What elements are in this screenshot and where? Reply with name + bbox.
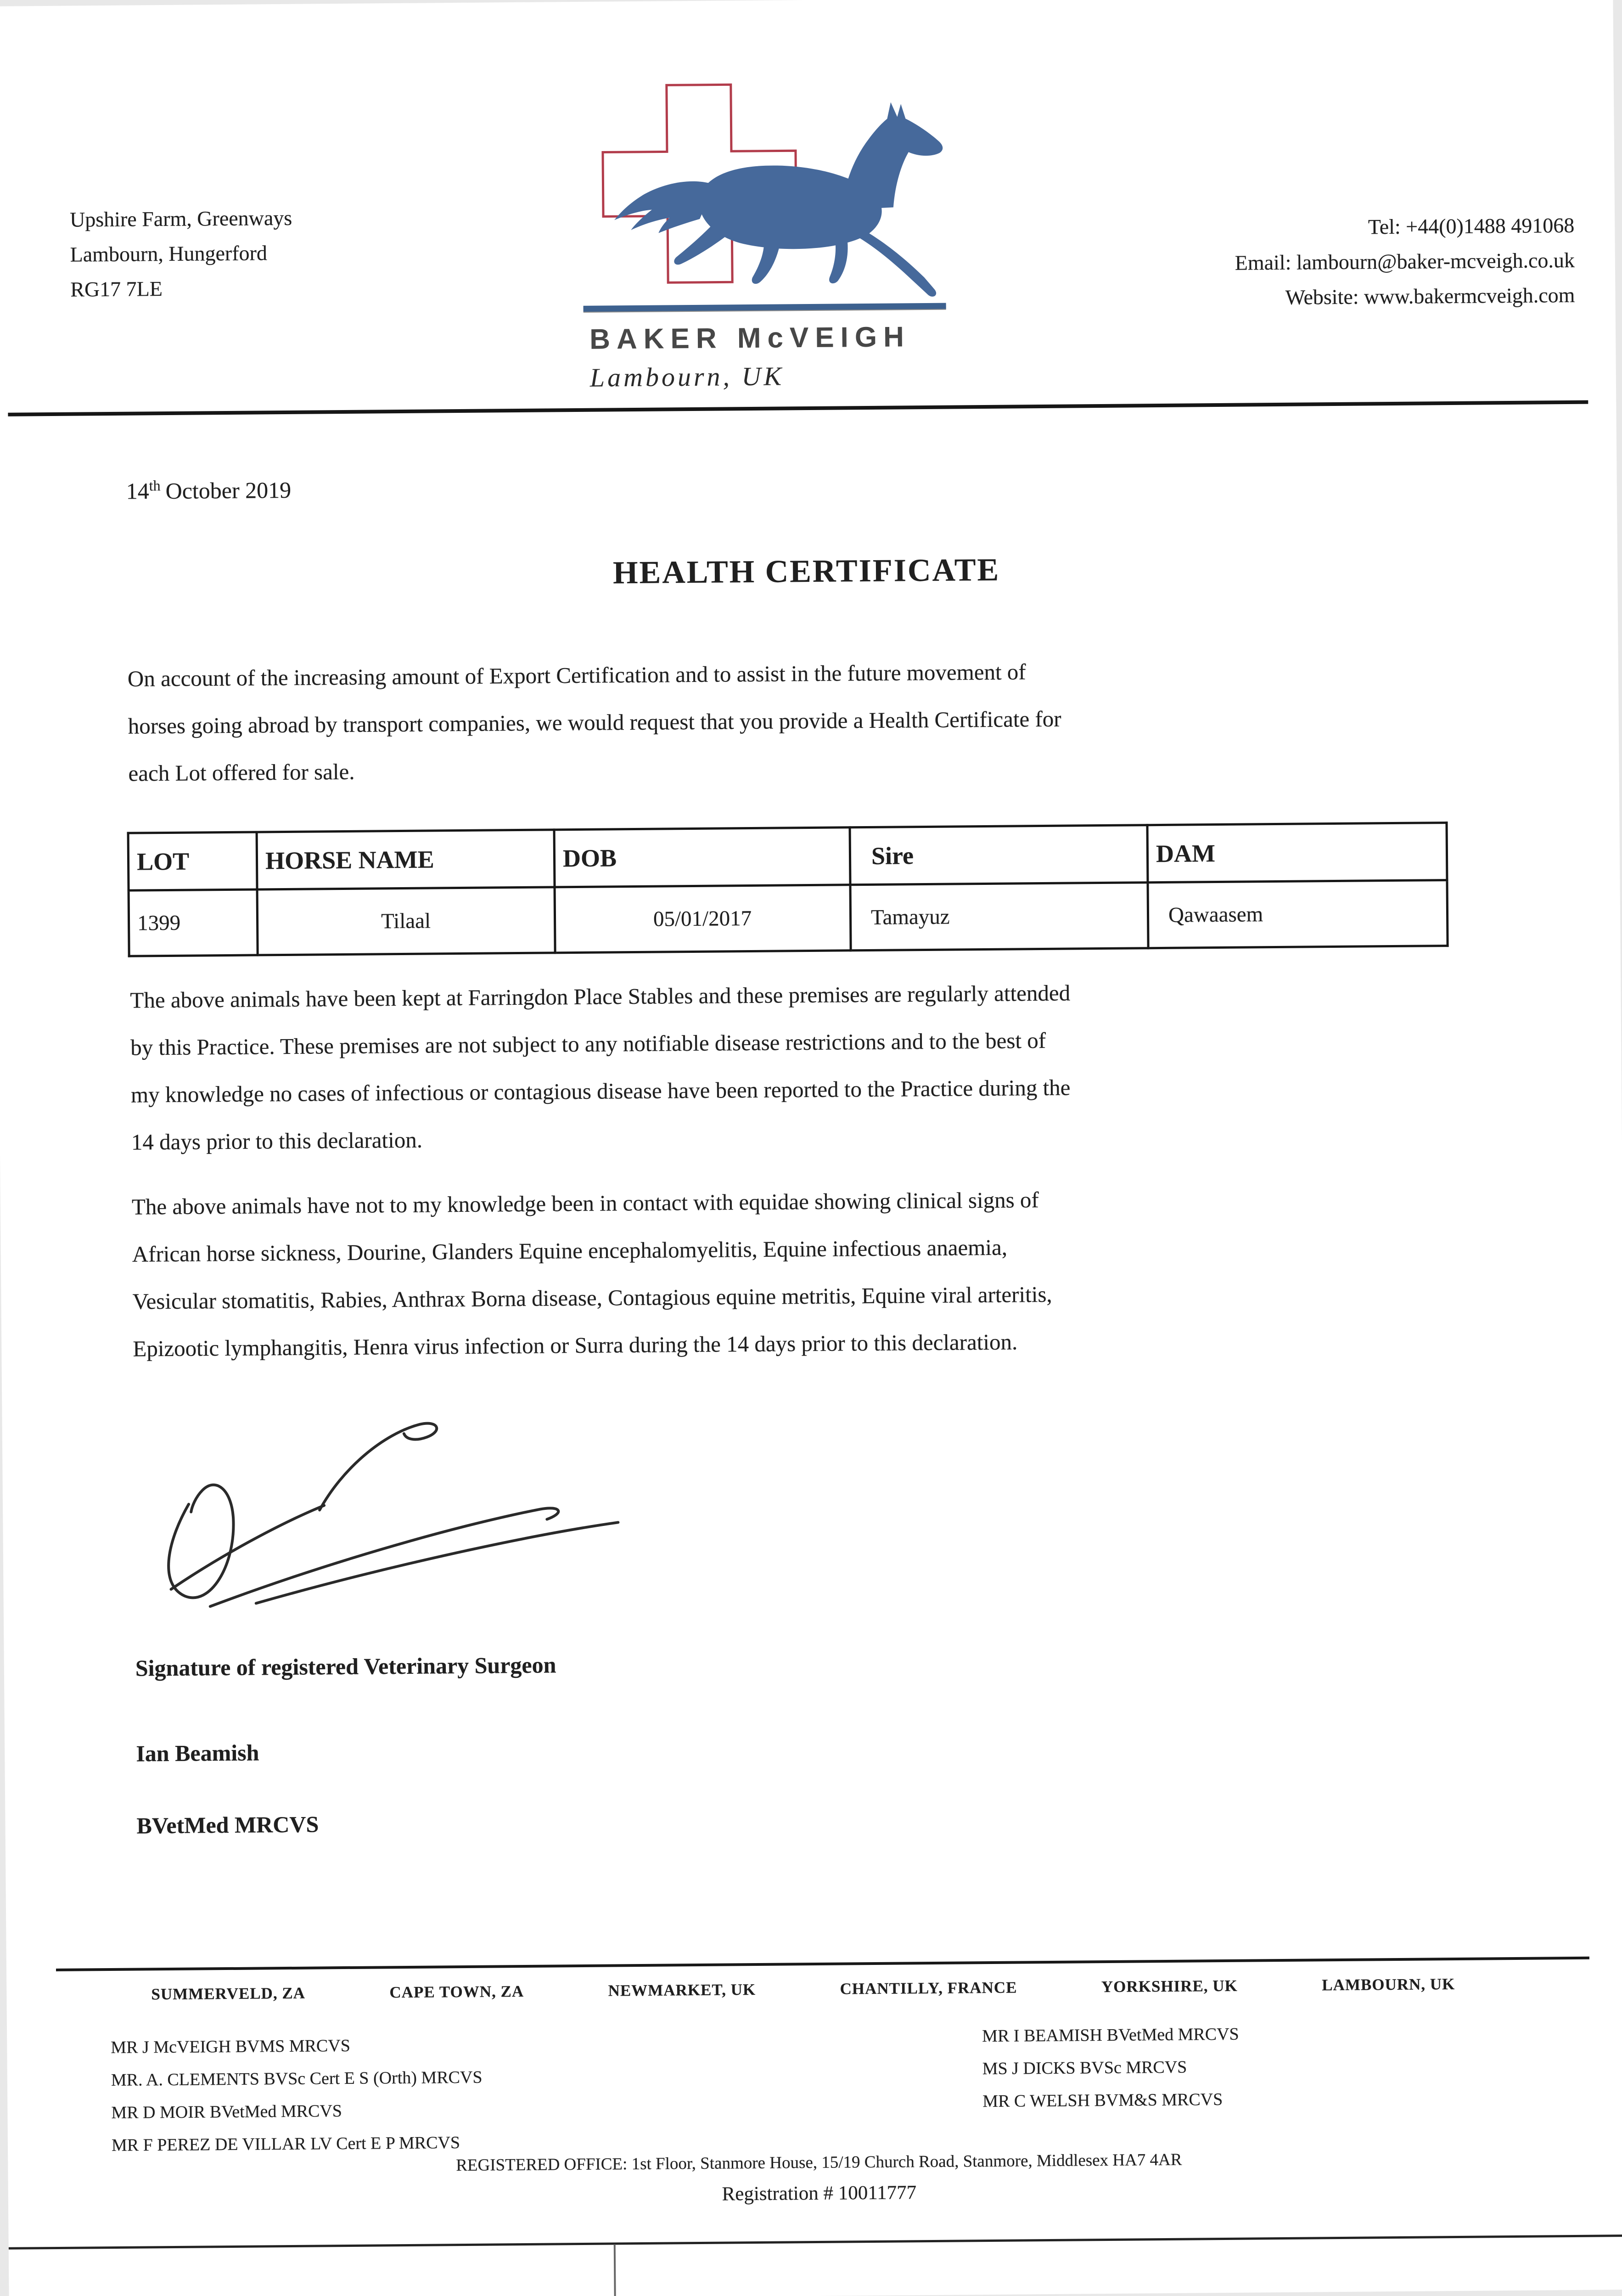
paragraph-line: my knowledge no cases of infectious or contagious disease have been reported to the Practice during the (130, 1075, 1071, 1108)
footer-divider-rule (56, 1957, 1589, 1971)
date-month-year: October 2019 (165, 477, 292, 504)
table-header-dam: DAM (1147, 823, 1447, 883)
email-line: Email: lambourn@baker-mcveigh.co.uk (1235, 248, 1575, 275)
date-ordinal-suffix: th (149, 477, 161, 494)
logo-text-block (589, 321, 948, 393)
website-line: Website: www.bakermcveigh.com (1285, 283, 1575, 309)
document-title: HEALTH CERTIFICATE (612, 552, 1000, 591)
registered-office-line: REGISTERED OFFICE: 1st Floor, Stanmore House, 15/19 Church Road, Stanmore, Middlesex HA7 4AR (456, 2150, 1182, 2175)
horse-details-table (127, 822, 1449, 957)
header-divider-rule (8, 400, 1588, 416)
date-day: 14 (126, 478, 149, 504)
location-item: CHANTILLY, FRANCE (840, 1978, 1017, 1998)
table-header-lot: LOT (128, 832, 257, 890)
cell-lot: 1399 (129, 889, 258, 956)
paragraph-line: Epizootic lymphangitis, Henra virus infection or Surra during the 14 days prior to this declaration. (133, 1329, 1018, 1362)
cell-dob: 05/01/2017 (555, 885, 851, 953)
disease-declaration-paragraph (132, 1172, 1501, 1372)
practice-address (70, 201, 293, 307)
veterinarian-name: Ian Beamish (136, 1739, 259, 1767)
paragraph-line: horses going abroad by transport companies, we would request that you provide a Health Certificate for (128, 706, 1061, 739)
address-line: Upshire Farm, Greenways (69, 206, 292, 231)
staff-member: MR J McVEIGH BVMS MRCVS (111, 2036, 351, 2058)
veterinarian-qualifications: BVetMed MRCVS (136, 1811, 319, 1839)
table-header-sire: Sire (850, 825, 1148, 885)
staff-list-left (111, 2029, 483, 2162)
location-item: LAMBOURN, UK (1322, 1975, 1455, 1994)
horse-icon (613, 102, 944, 299)
staff-member: MR I BEAMISH BVetMed MRCVS (982, 2024, 1239, 2046)
staff-member: MS J DICKS BVSc MRCVS (982, 2057, 1187, 2079)
scan-artifact-line (614, 2244, 616, 2296)
location-item: SUMMERVELD, ZA (151, 1984, 306, 2003)
logo-location: Lambourn, UK (589, 361, 785, 393)
cell-sire: Tamayuz (850, 883, 1148, 951)
location-item: NEWMARKET, UK (608, 1981, 756, 2000)
staff-member: MR. A. CLEMENTS BVSc Cert E S (Orth) MRCVS (111, 2067, 483, 2090)
bottom-page-rule (9, 2234, 1622, 2250)
staff-member: MR D MOIR BVetMed MRCVS (111, 2101, 342, 2123)
address-line: RG17 7LE (70, 277, 163, 301)
logo-practice-name: BAKER McVEIGH (589, 321, 911, 355)
practice-contact (1235, 208, 1575, 315)
staff-member: MR F PEREZ DE VILLAR LV Cert E P MRCVS (111, 2133, 460, 2155)
table-header-horse-name: HORSE NAME (257, 830, 555, 889)
paragraph-line: The above animals have been kept at Farringdon Place Stables and these premises are regularly attended (130, 980, 1071, 1013)
table-row (129, 880, 1448, 957)
registration-number: Registration # 10011777 (722, 2182, 917, 2205)
paragraph-line: On account of the increasing amount of Export Certification and to assist in the future movement of (127, 659, 1026, 692)
paragraph-line: African horse sickness, Dourine, Glanders Equine encephalomyelitis, Equine infectious anaemia, (132, 1234, 1008, 1267)
staff-list-right (982, 2018, 1240, 2118)
paragraph-line: The above animals have not to my knowledge been in contact with equidae showing clinical signs of (131, 1187, 1039, 1220)
table-header-dob: DOB (554, 827, 850, 887)
staff-member: MR C WELSH BVM&S MRCVS (982, 2090, 1223, 2111)
baker-mcveigh-logo (584, 76, 958, 299)
signature-caption: Signature of registered Veterinary Surgeon (135, 1652, 556, 1681)
intro-paragraph (128, 644, 1497, 797)
address-line: Lambourn, Hungerford (70, 241, 268, 266)
location-item: YORKSHIRE, UK (1101, 1976, 1238, 1996)
practice-locations-row (151, 1975, 1455, 2003)
paragraph-line: Vesicular stomatitis, Rabies, Anthrax Borna disease, Contagious equine metritis, Equine viral arteritis, (132, 1281, 1052, 1314)
cell-dam: Qawaasem (1148, 880, 1448, 948)
phone-line: Tel: +44(0)1488 491068 (1368, 213, 1575, 239)
paragraph-line: each Lot offered for sale. (128, 759, 355, 786)
letter-date (126, 476, 291, 504)
logo-underline-rule (584, 303, 946, 312)
paragraph-line: 14 days prior to this declaration. (131, 1127, 423, 1155)
handwritten-signature (126, 1388, 656, 1613)
premises-declaration-paragraph (130, 966, 1499, 1165)
location-item: CAPE TOWN, ZA (389, 1982, 524, 2002)
cell-horse-name: Tilaal (257, 887, 555, 955)
paragraph-line: by this Practice. These premises are not subject to any notifiable disease restrictions and to the best of (130, 1027, 1046, 1060)
table-header-row (128, 823, 1447, 891)
